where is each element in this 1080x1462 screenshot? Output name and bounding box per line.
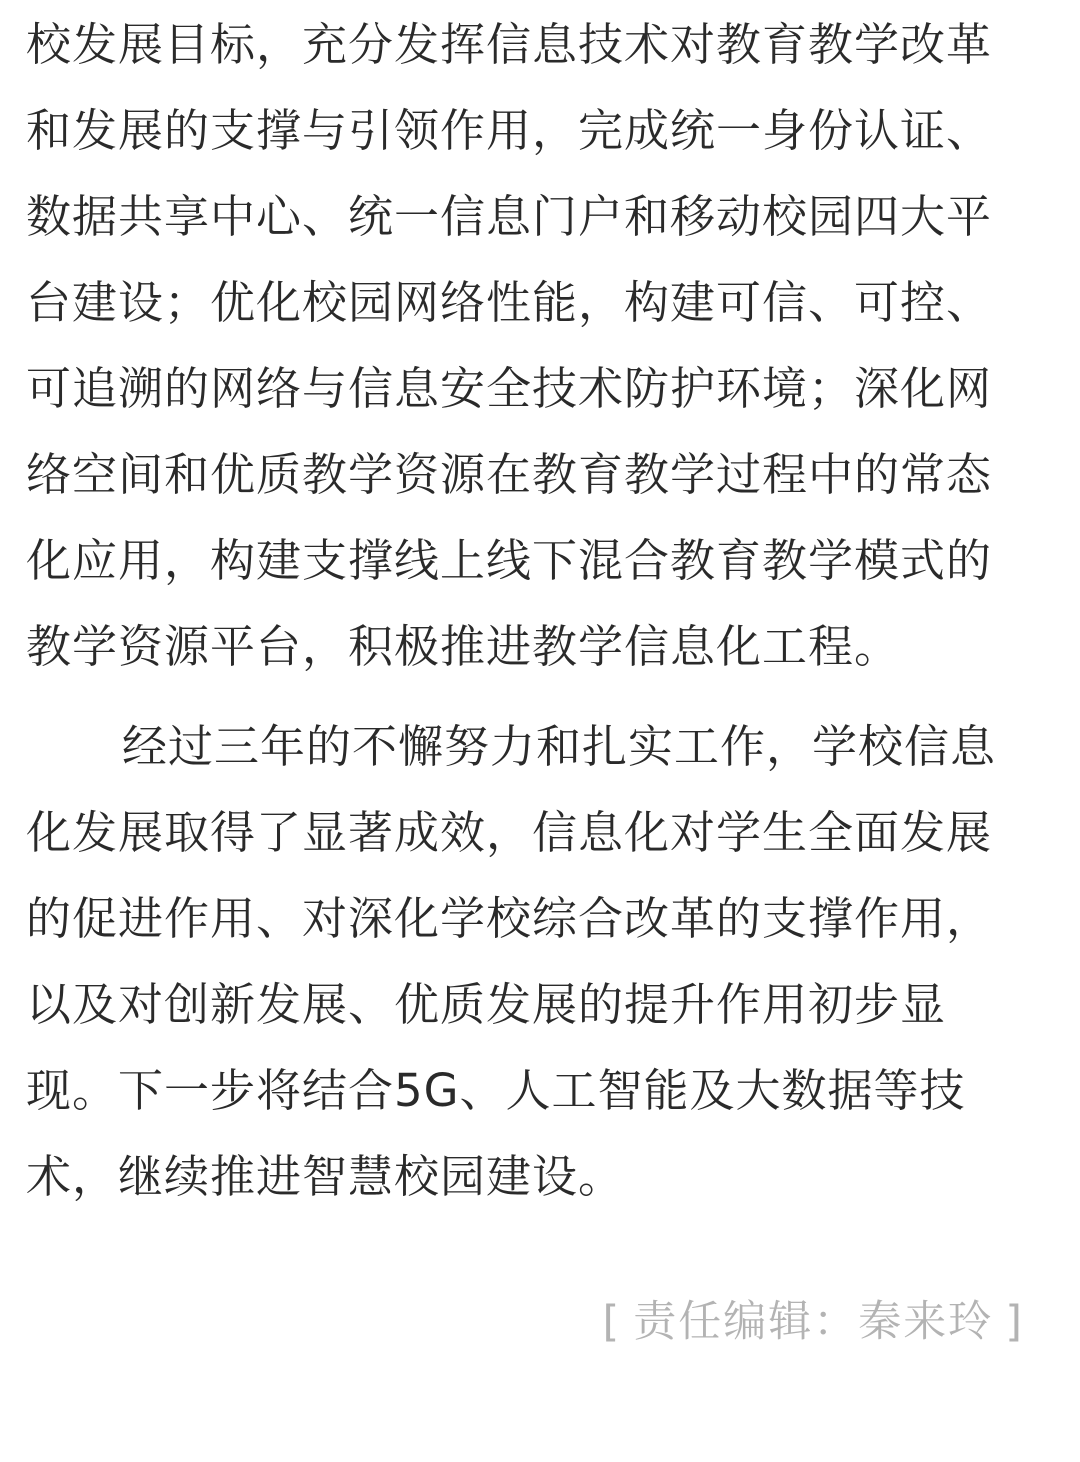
paragraph-line: 的促进作用、对深化学校综合改革的支撑作用， [26, 892, 993, 945]
paragraph-line: 络空间和优质教学资源在教育教学过程中的常态 [26, 448, 993, 501]
paragraph-1 [26, 2, 1026, 690]
paragraph-spacer [26, 690, 1026, 704]
paragraph-line: 化发展取得了显著成效，信息化对学生全面发展 [26, 806, 993, 859]
responsible-editor [590, 1292, 1036, 1352]
editor-close-bracket: ] [1005, 1297, 1024, 1347]
paragraph-line: 现。下一步将结合5G、人工智能及大数据等技 [26, 1064, 966, 1117]
paragraph-line: 以及对创新发展、优质发展的提升作用初步显 [26, 978, 947, 1031]
paragraph-line: 数据共享中心、统一信息门户和移动校园四大平 [26, 190, 993, 243]
paragraph-line: 可追溯的网络与信息安全技术防护环境；深化网 [26, 362, 993, 415]
paragraph-line: 教学资源平台，积极推进教学信息化工程。 [26, 620, 901, 673]
paragraph-line: 化应用，构建支撑线上线下混合教育教学模式的 [26, 534, 993, 587]
paragraph-line: 和发展的支撑与引领作用，完成统一身份认证、 [26, 104, 993, 157]
paragraph-line: 台建设；优化校园网络性能，构建可信、可控、 [26, 276, 993, 329]
editor-text: 责任编辑：秦来玲 [633, 1297, 994, 1347]
paragraph-line: 校发展目标，充分发挥信息技术对教育教学改革 [26, 18, 993, 71]
paragraph-line: 术，继续推进智慧校园建设。 [26, 1150, 625, 1203]
article-body [26, 0, 1026, 1220]
paragraph-2 [26, 704, 1026, 1220]
paragraph-line: 经过三年的不懈努力和扎实工作，学校信息 [122, 720, 997, 773]
editor-open-bracket: [ [602, 1297, 622, 1347]
